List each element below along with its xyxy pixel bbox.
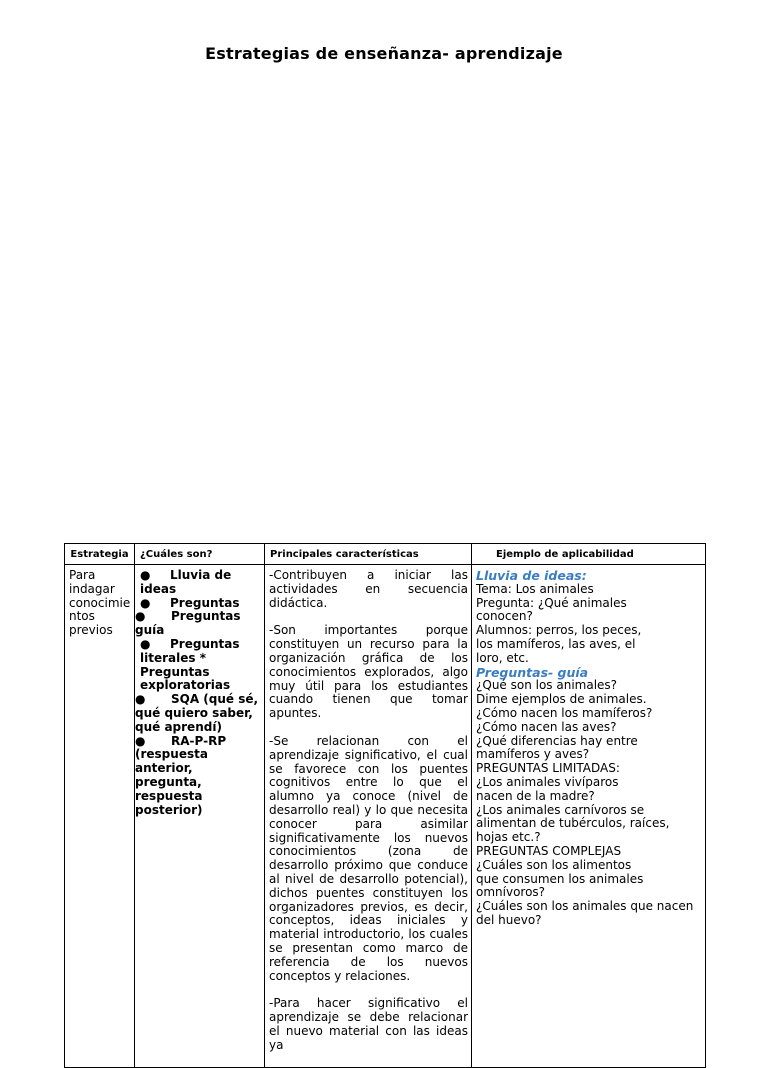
characteristic-paragraph: -Contribuyen a iniciar las actividades en secuencia didáctica. xyxy=(269,568,468,610)
table-header-row xyxy=(65,544,706,565)
bullet-icon: ● xyxy=(135,733,146,748)
header-caracteristicas: Principales características xyxy=(265,544,472,565)
example-cell: Lluvia de ideas: Tema: Los animales Pregunta: ¿Qué animales conocen? Alumnos: perros, los peces, los mamíferos, las aves, el loro, etc. Preguntas- guía ¿Qué son los animales? Dime ejemplos de animales. ¿Cómo nacen los mamíferos? ¿Cómo nacen las aves? ¿Qué diferencias hay entre mamíferos y aves? PREGUNTAS LIMITADAS: ¿Los animales vivíparos nacen de la madre? ¿Los animales carnívoros se alimentan de tubérculos, raíces, hojas etc.? PREGUNTAS COMPLEJAS ¿Cuáles son los alimentos que consumen los animales omnívoros? ¿Cuáles son los animales que nacen del huevo? xyxy=(472,565,706,1068)
bullet-icon: ● xyxy=(140,595,151,610)
list-item: ● Preguntas guía xyxy=(135,609,241,638)
list-item: ● Preguntas xyxy=(140,595,240,610)
characteristics-cell xyxy=(265,565,472,1068)
bullet-icon: ● xyxy=(135,692,146,707)
header-estrategia: Estrategia xyxy=(65,544,135,565)
list-item: ● Lluvia de ideas xyxy=(140,568,232,596)
bullet-icon: ● xyxy=(135,609,146,624)
bullet-icon: ● xyxy=(140,636,151,651)
header-ejemplo: Ejemplo de aplicabilidad xyxy=(472,544,706,565)
list-item: ● Preguntas literales * Preguntas exploratorias xyxy=(140,636,240,693)
strategies-list-cell xyxy=(135,565,265,1068)
example-heading-lluvia: Lluvia de ideas: xyxy=(476,568,587,583)
strategies-table xyxy=(64,543,706,1068)
characteristic-paragraph: -Se relacionan con el aprendizaje significativo, el cual se favorece con los puentes cognitivos entre lo que el alumno ya conoce (nivel de desarrollo real) y lo que necesita conocer para asimilar significativamente los nuevos conocimientos (zona de desarrollo próximo que conduce al nivel de desarrollo potencial), dichos puentes constituyen los organizadores previos, es decir, conceptos, ideas iniciales y material introductorio, los cuales se presentan como marco de referencia de los nuevos conceptos y relaciones. xyxy=(269,733,468,983)
characteristic-paragraph: -Son importantes porque constituyen un recurso para la organización gráfica de los conocimientos explorados, algo muy útil para los estudiantes cuando tienen que tomar apuntes. xyxy=(269,623,468,721)
header-cuales-son: ¿Cuáles son? xyxy=(135,544,265,565)
table-row xyxy=(65,565,706,1068)
page-title: Estrategias de enseñanza- aprendizaje xyxy=(205,44,563,63)
list-item: ● RA-P-RP (respuesta anterior, pregunta, respuesta posterior) xyxy=(135,733,227,817)
characteristic-paragraph: -Para hacer significativo el aprendizaje se debe relacionar el nuevo material con las ideas ya xyxy=(269,996,468,1052)
example-heading-preguntas: Preguntas- guía xyxy=(476,664,589,680)
list-item: ● SQA (qué sé, qué quiero saber, qué aprendí) xyxy=(135,692,259,734)
bullet-icon: ● xyxy=(140,568,151,582)
strategy-cell: Para indagar conocimie ntos previos xyxy=(65,565,135,1068)
